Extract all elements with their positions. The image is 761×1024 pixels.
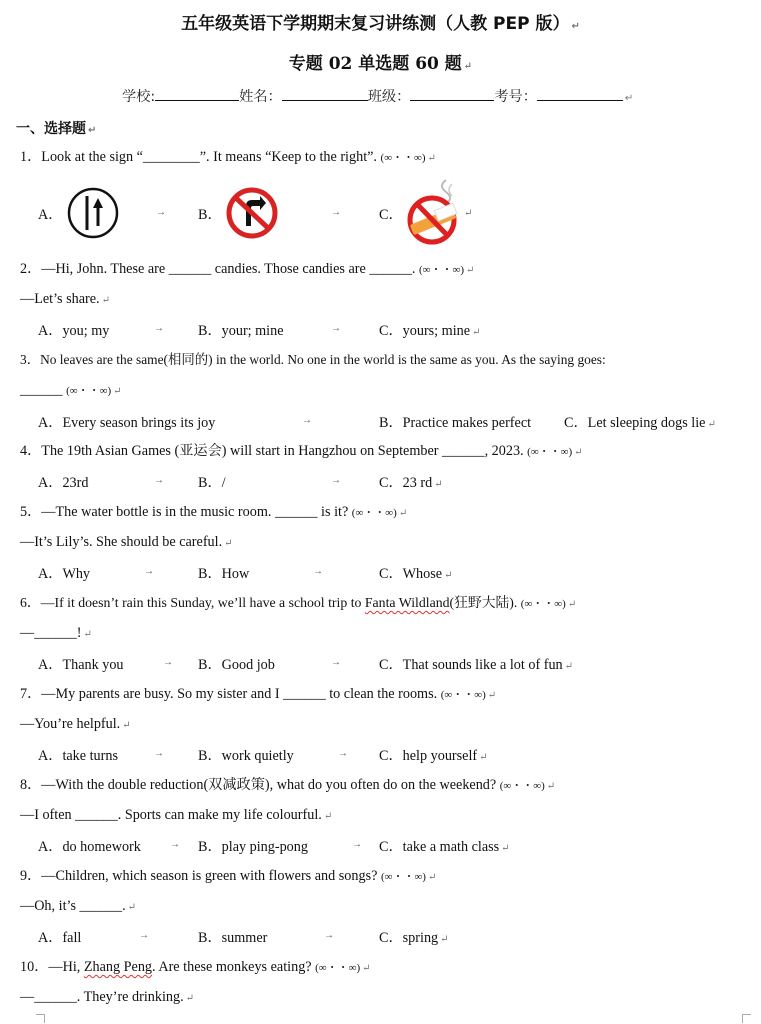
q1-option-b[interactable]: B． [198, 207, 222, 223]
name-label: 姓名： [239, 89, 282, 105]
q9-option-a[interactable]: A．fall [38, 930, 82, 946]
q1-option-a[interactable]: A． [38, 207, 63, 223]
question-5-line2: —It’s Lily’s. She should be careful. ↵ [20, 534, 233, 550]
question-6-line2: —______! ↵ [20, 625, 92, 641]
question-8-line2: —I often ______. Sports can make my life colourful. ↵ [20, 807, 333, 823]
question-7: 7．—My parents are busy. So my sister and I ______ to clean the rooms. (∞・・∞) ↵ [20, 686, 497, 702]
question-2: 2．—Hi, John. These are ______ candies. Those candies are ______. (∞・・∞) ↵ [20, 261, 475, 277]
q8-option-c[interactable]: C．take a math class ↵ [379, 839, 510, 855]
q3-option-a[interactable]: A．Every season brings its joy [38, 415, 216, 431]
q2-option-a[interactable]: A．you; my [38, 323, 110, 339]
page-subtitle: 专题 02 单选题 60 题 ↵ [288, 54, 473, 74]
q1-option-c[interactable]: C． [379, 207, 403, 223]
q5-option-c[interactable]: C．Whose ↵ [379, 566, 453, 582]
q4-option-c[interactable]: C．23 rd ↵ [379, 475, 443, 491]
q8-option-a[interactable]: A．do homework [38, 839, 141, 855]
q7-option-c[interactable]: C．help yourself ↵ [379, 748, 488, 764]
q3-option-c[interactable]: C．Let sleeping dogs lie ↵ [564, 415, 716, 431]
question-2-line2: —Let’s share. ↵ [20, 291, 110, 307]
question-7-line2: —You’re helpful. ↵ [20, 716, 131, 732]
question-1: 1．Look at the sign “________”. It means “Keep to the right”. (∞・・∞) ↵ [20, 149, 436, 165]
q9-option-c[interactable]: C．spring ↵ [379, 930, 449, 946]
q2-option-c[interactable]: C．yours; mine ↵ [379, 323, 481, 339]
question-4: 4．The 19th Asian Games (亚运会) will start in Hangzhou on September ______, 2023. (∞・・∞) ↵ [20, 443, 583, 459]
q7-option-b[interactable]: B．work quietly [198, 748, 294, 764]
question-8: 8．—With the double reduction(双减政策), what do you often do on the weekend? (∞・・∞) ↵ [20, 777, 556, 793]
question-9: 9．—Children, which season is green with flowers and songs? (∞・・∞) ↵ [20, 868, 437, 884]
no-smoking-sign-icon [402, 176, 468, 251]
q6-option-a[interactable]: A．Thank you [38, 657, 124, 673]
page-corner-mark [742, 1014, 751, 1023]
q7-option-a[interactable]: A．take turns [38, 748, 118, 764]
question-6: 6．—If it doesn’t rain this Sunday, we’ll have a school trip to Fanta Wildland(狂野大陆). (∞・・∞) ↵ [20, 595, 577, 610]
name-field[interactable] [282, 86, 368, 101]
school-field[interactable] [155, 86, 239, 101]
question-10-line2: —______. They’re drinking. ↵ [20, 989, 195, 1005]
q4-option-a[interactable]: A．23rd [38, 475, 89, 491]
question-3: 3．No leaves are the same(相同的) in the world. No one in the world is the same as you. As the saying goes: [20, 352, 606, 367]
exam-no-field[interactable] [537, 86, 623, 101]
q4-option-b[interactable]: B．/ [198, 475, 226, 491]
no-turn-sign-icon [224, 186, 280, 245]
student-info-line: 学校: 姓名： 班级： 考号： ↵ [122, 86, 633, 106]
tab-arrow: → [331, 207, 341, 218]
q6-option-b[interactable]: B．Good job [198, 657, 275, 673]
q6-option-c[interactable]: C．That sounds like a lot of fun ↵ [379, 657, 574, 673]
section-title: 一、选择题 ↵ [16, 121, 97, 137]
class-field[interactable] [410, 86, 494, 101]
question-3-line2: ______ (∞・・∞) ↵ [20, 382, 122, 398]
class-label: 班级： [367, 89, 411, 105]
exam-page: 五年级英语下学期期末复习讲练测（人教 PEP 版） ↵ 专题 02 单选题 60 题 ↵ 学校: 姓名： 班级： 考号： ↵ 一、选择题 ↵ 1．Look at the sign “________”. It means “Keep to the right”. (∞・・∞) ↵ A． → B． → C． ↵ 2．—Hi, John. These are ______ candies. Those candies are ______. (∞・・∞) ↵ —Let’s share. ↵ A．you; my → B．your; mine → C．yours; mine ↵ 3．No leaves are the same(相同的) in the world. No one in the world is the same as you. As the saying goes: ______ (∞・・∞) ↵ A．Every season brings its joy → B．Practice makes perfect C．Let sleeping dogs lie ↵ 4．The 19th Asian Games (亚运会) will start in Hangzhou on September ______, 2023. (∞・・∞) ↵ A．23rd → B．/ → C．23 rd ↵ 5．—The water bottle is in the music room. ______ is it? (∞・・∞) ↵ —It’s Lily’s. She should be careful. ↵ A．Why → B．How → C．Whose ↵ 6．—If it doesn’t rain this Sunday, we’ll have a school trip to Fanta Wildland(狂野大陆). (∞・・∞) ↵ —______! ↵ A．Thank you → B．Good job → C．That sounds like a lot of fun ↵ 7．—My parents are busy. So my sister and I ______ to clean the rooms. (∞・・∞) ↵ —You’re helpful. ↵ A．take turns → B．work quietly → C．help yourself ↵ 8．—With the double reduction(双减政策), what do you often do on the weekend? (∞・・∞) ↵ —I often ______. Sports can make my life colourful. ↵ A．do homework → B．play ping-pong → C．take a math class ↵ 9．—Children, which season is green with flowers and songs? (∞・・∞) ↵ —Oh, it’s ______. ↵ A．fall → B．summer → C．spring ↵ 10．—Hi, Zhang Peng. Are these monkeys eating? (∞・・∞) ↵ —______. They’re drinking. ↵ [0, 0, 761, 1024]
q9-option-b[interactable]: B．summer [198, 930, 268, 946]
q5-option-a[interactable]: A．Why [38, 566, 91, 582]
page-title: 五年级英语下学期期末复习讲练测（人教 PEP 版） ↵ [181, 14, 580, 34]
q8-option-b[interactable]: B．play ping-pong [198, 839, 308, 855]
keep-right-sign-icon [66, 186, 120, 245]
question-10: 10．—Hi, Zhang Peng. Are these monkeys eating? (∞・・∞) ↵ [20, 959, 371, 975]
page-corner-mark [36, 1014, 45, 1023]
exam-no-label: 考号： [494, 89, 537, 105]
tab-arrow: → [156, 207, 166, 218]
question-9-line2: —Oh, it’s ______. ↵ [20, 898, 137, 914]
q2-option-b[interactable]: B．your; mine [198, 323, 284, 339]
q5-option-b[interactable]: B．How [198, 566, 250, 582]
q3-option-b[interactable]: B．Practice makes perfect [379, 415, 532, 431]
school-label: 学校: [122, 89, 156, 105]
question-5: 5．—The water bottle is in the music room. ______ is it? (∞・・∞) ↵ [20, 504, 408, 520]
